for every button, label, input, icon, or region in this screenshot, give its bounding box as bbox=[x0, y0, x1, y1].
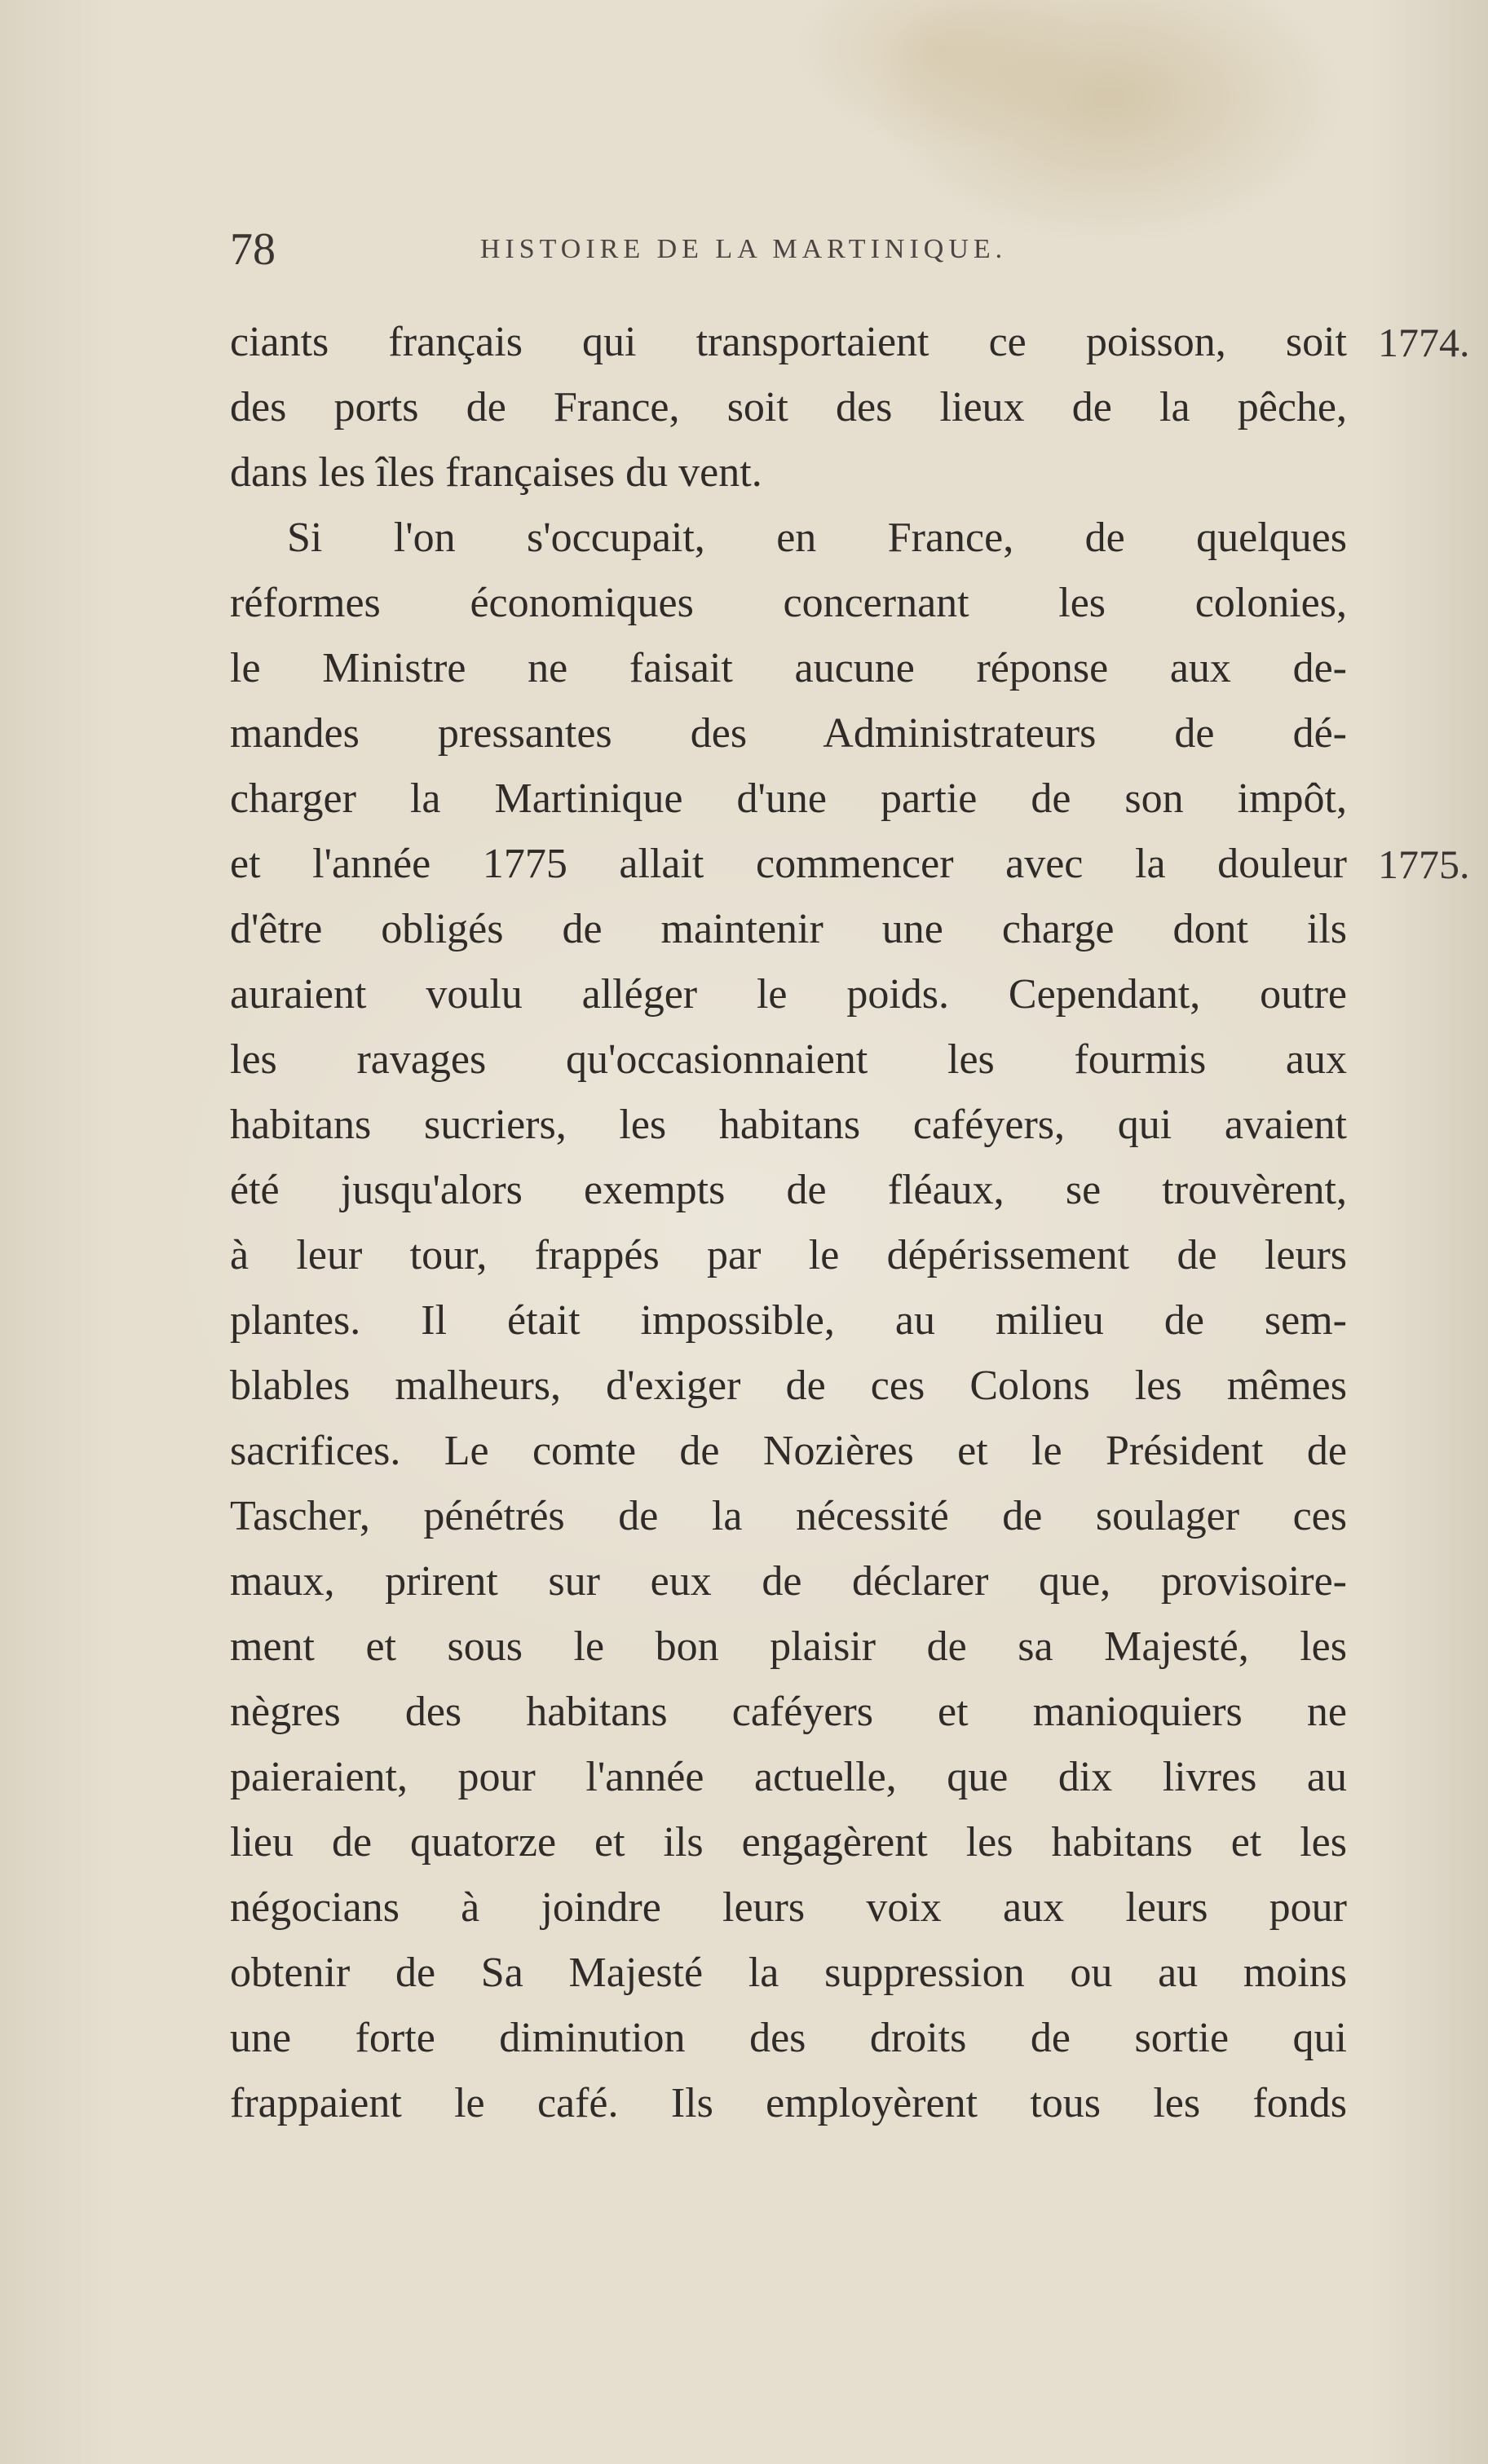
text-line-content: le Ministre ne faisait aucune réponse aux de- bbox=[230, 645, 1347, 691]
text-line-content: d'être obligés de maintenir une charge dont ils bbox=[230, 906, 1347, 952]
text-line-content: sacrifices. Le comte de Nozières et le Président de bbox=[230, 1428, 1347, 1474]
body-text bbox=[230, 310, 1347, 2136]
text-line bbox=[230, 1614, 1347, 1680]
text-line bbox=[230, 701, 1347, 766]
text-line bbox=[230, 1810, 1347, 1875]
text-line-content: à leur tour, frappés par le dépérissement de leurs bbox=[230, 1232, 1347, 1278]
text-line bbox=[230, 962, 1347, 1027]
text-line bbox=[230, 636, 1347, 701]
text-line-content: ment et sous le bon plaisir de sa Majesté, les bbox=[230, 1623, 1347, 1670]
text-line-content: blables malheurs, d'exiger de ces Colons les mêmes bbox=[230, 1362, 1347, 1409]
text-line bbox=[230, 310, 1347, 375]
text-line bbox=[230, 2006, 1347, 2071]
text-line bbox=[230, 832, 1347, 897]
text-line-content: plantes. Il était impossible, au milieu de sem- bbox=[230, 1297, 1347, 1344]
text-line bbox=[230, 1093, 1347, 1158]
page-header bbox=[230, 217, 1094, 282]
text-line bbox=[230, 506, 1347, 571]
text-line-content: dans les îles françaises du vent. bbox=[230, 449, 762, 496]
text-line-content: frappaient le café. Ils employèrent tous les fonds bbox=[230, 2080, 1347, 2126]
text-line-content: auraient voulu alléger le poids. Cependant, outre bbox=[230, 971, 1347, 1018]
text-line bbox=[230, 1549, 1347, 1614]
text-line bbox=[230, 1680, 1347, 1745]
text-line bbox=[230, 897, 1347, 962]
text-line bbox=[230, 766, 1347, 832]
text-line bbox=[230, 1419, 1347, 1484]
text-line bbox=[230, 1027, 1347, 1093]
text-line-content: des ports de France, soit des lieux de la pêche, bbox=[230, 384, 1347, 431]
text-line bbox=[230, 1223, 1347, 1288]
margin-year-note: 1775. bbox=[1378, 841, 1470, 887]
text-line-content: été jusqu'alors exempts de fléaux, se trouvèrent, bbox=[230, 1167, 1347, 1213]
text-line bbox=[230, 375, 1347, 440]
text-line-content: les ravages qu'occasionnaient les fourmis aux bbox=[230, 1036, 1347, 1083]
text-line-content: Si l'on s'occupait, en France, de quelques bbox=[287, 514, 1347, 561]
text-line bbox=[230, 571, 1347, 636]
text-line-content: négocians à joindre leurs voix aux leurs pour bbox=[230, 1884, 1347, 1931]
text-line-content: ciants français qui transportaient ce poisson, soit bbox=[230, 319, 1347, 365]
page-number: 78 bbox=[230, 224, 276, 275]
text-line-content: une forte diminution des droits de sortie qui bbox=[230, 2015, 1347, 2061]
text-line bbox=[230, 440, 1347, 506]
text-line-content: et l'année 1775 allait commencer avec la douleur bbox=[230, 841, 1347, 887]
text-line-content: maux, prirent sur eux de déclarer que, provisoire- bbox=[230, 1558, 1347, 1605]
text-line-content: paieraient, pour l'année actuelle, que dix livres au bbox=[230, 1754, 1347, 1800]
running-head: HISTOIRE DE LA MARTINIQUE. bbox=[479, 234, 1008, 264]
text-line bbox=[230, 2071, 1347, 2136]
text-line bbox=[230, 1745, 1347, 1810]
text-line-content: obtenir de Sa Majesté la suppression ou au moins bbox=[230, 1950, 1347, 1996]
text-line-content: charger la Martinique d'une partie de son impôt, bbox=[230, 775, 1347, 822]
text-line bbox=[230, 1875, 1347, 1941]
text-line bbox=[230, 1941, 1347, 2006]
text-line-content: Tascher, pénétrés de la nécessité de soulager ces bbox=[230, 1493, 1347, 1539]
text-line-content: habitans sucriers, les habitans caféyers, qui avaient bbox=[230, 1102, 1347, 1148]
margin-year-note: 1774. bbox=[1378, 320, 1470, 365]
text-line-content: mandes pressantes des Administrateurs de dé- bbox=[230, 710, 1347, 757]
text-line-content: lieu de quatorze et ils engagèrent les habitans et les bbox=[230, 1819, 1347, 1866]
text-line bbox=[230, 1158, 1347, 1223]
text-line bbox=[230, 1353, 1347, 1419]
text-line bbox=[230, 1288, 1347, 1353]
text-line bbox=[230, 1484, 1347, 1549]
text-line-content: réformes économiques concernant les colonies, bbox=[230, 580, 1347, 626]
text-line-content: nègres des habitans caféyers et manioquiers ne bbox=[230, 1689, 1347, 1735]
